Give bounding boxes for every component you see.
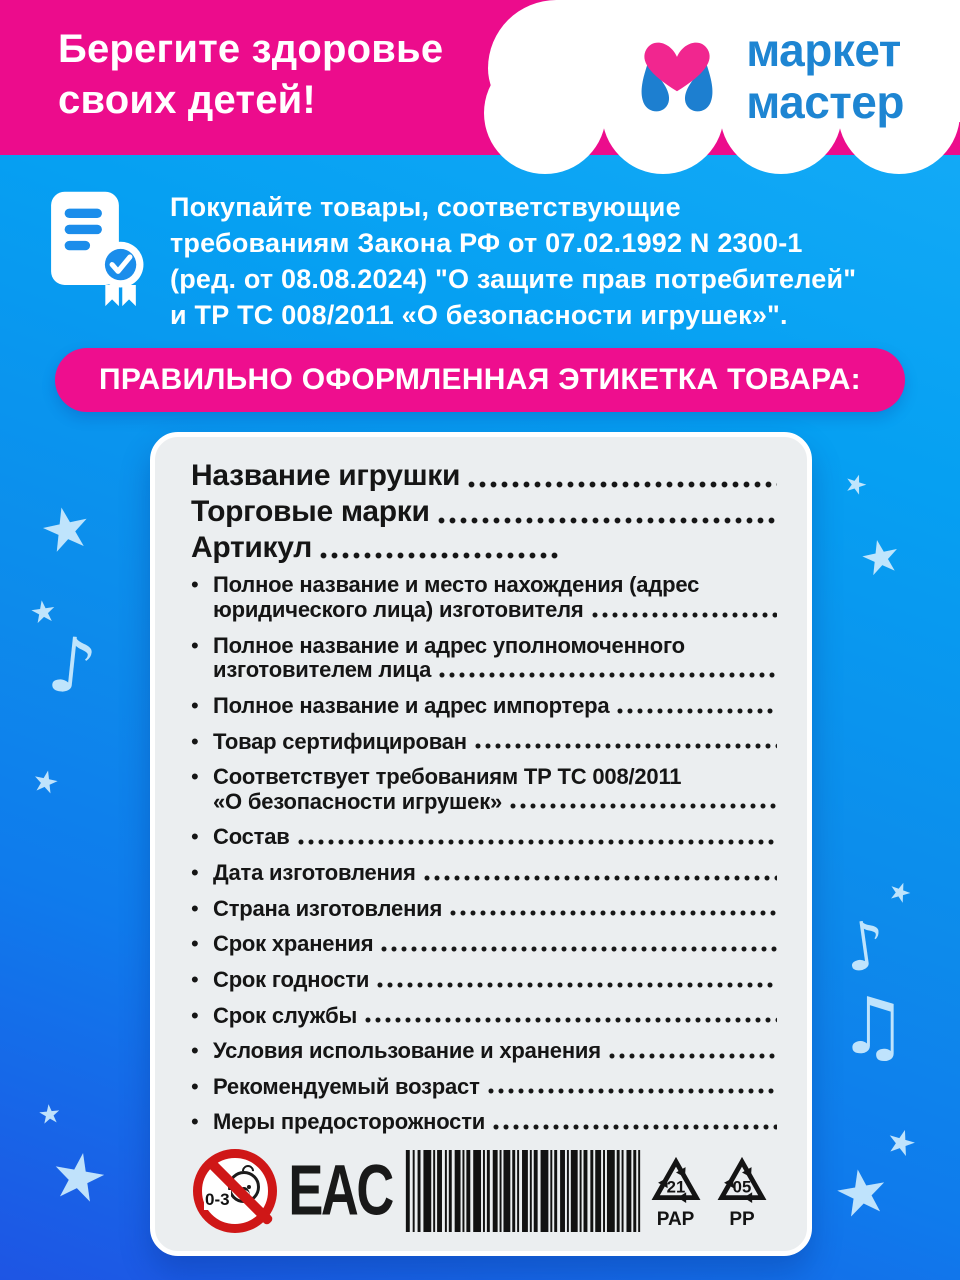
- eac-mark: EAC: [288, 1149, 393, 1231]
- label-items: [191, 573, 777, 1135]
- label-item-text: Полное название и адрес импортера: [213, 692, 610, 718]
- page-title-line2: своих детей!: [58, 78, 316, 123]
- dotted-fill-line: [450, 910, 777, 916]
- recycle-triangle-icon: [712, 1154, 772, 1209]
- label-item: [191, 861, 777, 886]
- bullet-icon: •: [191, 572, 199, 598]
- label-item-text: Срок хранения: [213, 931, 374, 957]
- bullet-icon: •: [191, 966, 199, 992]
- label-item-text: Товар сертифицирован: [213, 728, 467, 754]
- music-note-icon: ♪: [43, 618, 102, 713]
- dotted-fill-line: [468, 481, 777, 488]
- recycle-pap-mark: [643, 1154, 709, 1229]
- dotted-fill-line: [365, 1017, 777, 1023]
- label-item-text: «О безопасности игрушек»: [213, 788, 503, 814]
- star-icon: ★: [28, 762, 63, 803]
- brand-logo: [634, 24, 904, 129]
- dotted-fill-line: [488, 1088, 777, 1094]
- bullet-icon: •: [191, 931, 199, 957]
- dotted-fill-line: [609, 1053, 777, 1059]
- label-item: [191, 730, 777, 755]
- label-item-text: Полное название и адрес уполномоченного: [213, 632, 685, 658]
- intro-line: требованиям Закона РФ от 07.02.1992 N 2300-1: [170, 227, 803, 258]
- recycle-material-label: PP: [729, 1208, 755, 1230]
- label-item: [191, 1004, 777, 1029]
- brand-wordmark: [746, 24, 904, 129]
- bullet-icon: •: [191, 1002, 199, 1028]
- label-item: [191, 897, 777, 922]
- star-icon: ★: [44, 1136, 114, 1220]
- bullet-icon: •: [191, 824, 199, 850]
- label-header-field-text: Торговые марки: [191, 494, 430, 528]
- music-note-icon: ♪: [838, 905, 892, 988]
- dotted-fill-line: [298, 839, 777, 845]
- label-item: [191, 634, 777, 683]
- bullet-icon: •: [191, 692, 199, 718]
- label-item-text: изготовителем лица: [213, 657, 432, 683]
- bullet-icon: •: [191, 1073, 199, 1099]
- star-icon: ★: [854, 526, 907, 588]
- bullet-icon: •: [191, 1109, 199, 1135]
- section-banner: [55, 348, 905, 412]
- dotted-fill-line: [377, 982, 777, 988]
- conformity-marks-row: [191, 1147, 777, 1235]
- bullet-icon: •: [191, 895, 199, 921]
- dotted-fill-line: [510, 803, 777, 809]
- label-header-field: [191, 531, 777, 566]
- label-card: [150, 432, 812, 1256]
- label-item-text: Состав: [213, 824, 290, 850]
- intro-line: и ТР ТС 008/2011 «О безопасности игрушек»".: [170, 299, 788, 330]
- dotted-fill-line: [424, 875, 777, 881]
- label-header-field-text: Название игрушки: [191, 459, 461, 492]
- label-item: [191, 968, 777, 993]
- label-header-field-text: Артикул: [191, 530, 312, 564]
- dotted-fill-line: [381, 946, 777, 952]
- intro-section: [46, 190, 856, 334]
- label-item: [191, 765, 777, 814]
- dotted-fill-line: [438, 517, 777, 524]
- label-header-field: [191, 459, 777, 494]
- dotted-fill-line: [439, 672, 777, 678]
- star-icon: ★: [33, 490, 99, 568]
- intro-paragraph: [170, 190, 856, 334]
- bullet-icon: •: [191, 764, 199, 790]
- section-banner-text: ПРАВИЛЬНО ОФОРМЛЕННАЯ ЭТИКЕТКА ТОВАРА:: [99, 363, 861, 396]
- label-item-text: Условия использование и хранения: [213, 1038, 601, 1064]
- bullet-icon: •: [191, 632, 199, 658]
- label-item: [191, 825, 777, 850]
- page-title: [58, 24, 443, 126]
- label-item-text: Соответствует требованиям ТР ТС 008/2011: [213, 764, 682, 790]
- dotted-fill-line: [320, 552, 558, 559]
- label-item-text: юридического лица) изготовителя: [213, 597, 584, 623]
- certificate-document-icon: [46, 190, 146, 307]
- dotted-fill-line: [592, 612, 777, 618]
- label-item: [191, 1039, 777, 1064]
- bullet-icon: •: [191, 860, 199, 886]
- dotted-fill-line: [617, 708, 777, 714]
- label-header-fields: [191, 459, 777, 565]
- music-note-icon: ♫: [838, 982, 908, 1072]
- intro-line: (ред. от 08.08.2024) "О защите прав потребителей": [170, 263, 857, 294]
- star-icon: ★: [881, 1119, 922, 1167]
- cloud-lobe: [484, 52, 606, 174]
- label-item: [191, 573, 777, 622]
- label-item-text: Дата изготовления: [213, 860, 416, 886]
- star-icon: ★: [27, 593, 60, 632]
- brand-word2: мастер: [746, 76, 904, 129]
- age-warning-0-3-icon: [193, 1149, 277, 1233]
- dotted-fill-line: [493, 1124, 777, 1130]
- label-item-text: Срок годности: [213, 966, 370, 992]
- page-title-line1: Берегите здоровье: [58, 27, 444, 71]
- dotted-fill-line: [475, 743, 777, 749]
- brand-word1: маркет: [746, 24, 901, 76]
- recycle-material-label: PAP: [656, 1208, 695, 1230]
- label-item: [191, 1110, 777, 1135]
- recycle-pp-mark: [709, 1154, 775, 1229]
- age-range-text: 0-3: [205, 1190, 230, 1210]
- label-item: [191, 1075, 777, 1100]
- label-item-text: Меры предосторожности: [213, 1109, 486, 1135]
- star-icon: ★: [36, 1098, 63, 1132]
- label-item-text: Полное название и место нахождения (адрес: [213, 572, 700, 598]
- bullet-icon: •: [191, 728, 199, 754]
- recycle-code: 05: [732, 1176, 752, 1196]
- star-icon: ★: [883, 874, 916, 912]
- label-header-field: [191, 495, 777, 530]
- recycle-code: 21: [666, 1176, 685, 1196]
- star-icon: ★: [827, 1151, 896, 1234]
- intro-line: Покупайте товары, соответствующие: [170, 192, 681, 222]
- label-item: [191, 932, 777, 957]
- barcode: [404, 1150, 642, 1232]
- label-item: [191, 694, 777, 719]
- star-icon: ★: [839, 467, 872, 503]
- brand-m-heart-icon: [634, 26, 720, 126]
- recycle-triangle-icon: [646, 1154, 706, 1209]
- label-item-text: Рекомендуемый возраст: [213, 1073, 480, 1099]
- bullet-icon: •: [191, 1038, 199, 1064]
- label-item-text: Срок службы: [213, 1002, 358, 1028]
- label-item-text: Страна изготовления: [213, 895, 443, 921]
